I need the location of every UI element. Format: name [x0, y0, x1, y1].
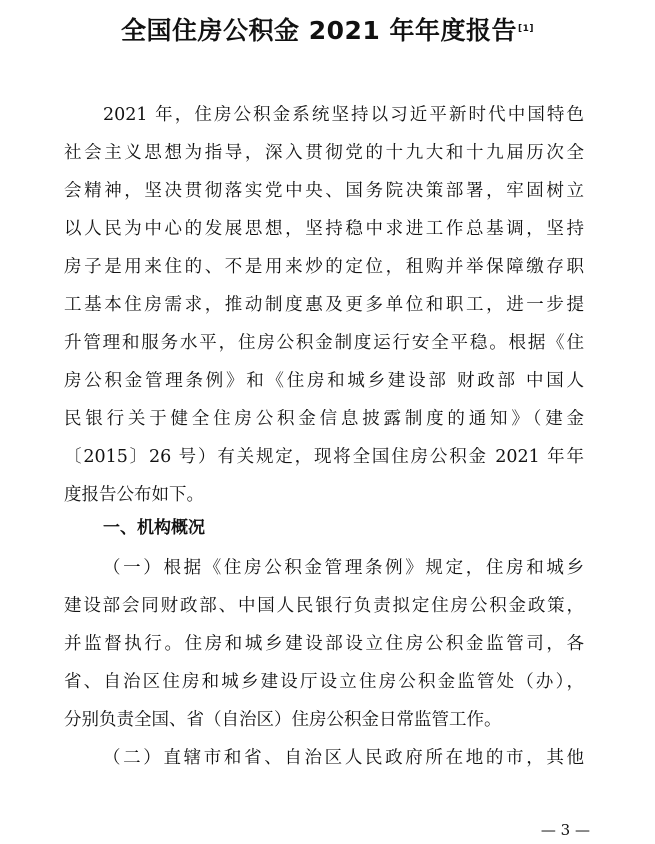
page-number: — 3 — — [540, 821, 590, 839]
paragraph-line: 建设部会同财政部、中国人民银行负责拟定住房公积金政策， — [64, 596, 584, 616]
paragraph-line: 并监督执行。住房和城乡建设部设立住房公积金监管司，各 — [64, 634, 584, 654]
paragraph-line: 会精神，坚决贯彻落实党中央、国务院决策部署，牢固树立 — [64, 181, 584, 201]
paragraph-line: 〔2015〕26 号）有关规定，现将全国住房公积金 2021 年年 — [64, 447, 584, 467]
document-title — [0, 14, 655, 48]
paragraph-line: 2021 年，住房公积金系统坚持以习近平新时代中国特色 — [103, 105, 584, 125]
paragraph-line: 民银行关于健全住房公积金信息披露制度的通知》（建金 — [64, 409, 584, 429]
paragraph-line: 度报告公布如下。 — [64, 485, 204, 505]
paragraph-line: 省、自治区住房和城乡建设厅设立住房公积金监管处（办）， — [64, 672, 584, 692]
title-footnote-marker: [1] — [518, 24, 534, 34]
paragraph-line: 以人民为中心的发展思想，坚持稳中求进工作总基调，坚持 — [64, 219, 584, 239]
paragraph-line: 分别负责全国、省（自治区）住房公积金日常监管工作。 — [64, 710, 502, 730]
paragraph-line: 房子是用来住的、不是用来炒的定位，租购并举保障缴存职 — [64, 257, 584, 277]
paragraph-line: 社会主义思想为指导，深入贯彻党的十九大和十九届历次全 — [64, 143, 584, 163]
section-heading: 一、机构概况 — [103, 518, 205, 538]
title-text: 全国住房公积金 2021 年年度报告 — [121, 16, 517, 45]
paragraph-line: 工基本住房需求，推动制度惠及更多单位和职工，进一步提 — [64, 295, 584, 315]
paragraph-line: 房公积金管理条例》和《住房和城乡建设部 财政部 中国人 — [64, 371, 584, 391]
paragraph-line: 升管理和服务水平，住房公积金制度运行安全平稳。根据《住 — [64, 333, 584, 353]
paragraph-line: （二）直辖市和省、自治区人民政府所在地的市，其他 — [103, 748, 584, 768]
paragraph-line: （一）根据《住房公积金管理条例》规定，住房和城乡 — [103, 558, 584, 578]
